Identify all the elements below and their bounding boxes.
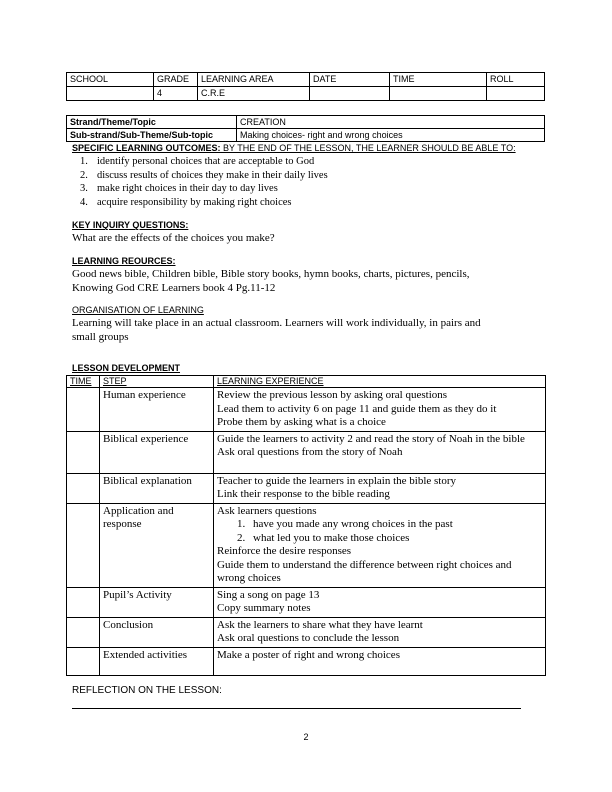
value-roll [487, 87, 545, 101]
list-item [80, 155, 540, 169]
list-item-text: make right choices in their day to day lives [97, 183, 278, 194]
list-item-text: identify personal choices that are acceptable to God [97, 156, 315, 167]
reflection-writing-line [72, 708, 521, 709]
column-header-experience [214, 376, 546, 388]
experience-line: Ask oral questions from the story of Noah [217, 446, 403, 458]
header-cell-time: TIME [390, 73, 487, 87]
experience-line: Make a poster of right and wrong choices [217, 648, 400, 661]
experience-line: Guide them to understand the difference between right choices and wrong choices [217, 558, 512, 584]
list-item-text: discuss results of choices they make in their daily lives [97, 169, 328, 181]
experience-line: Reinforce the desire responses [217, 545, 352, 557]
outcomes-heading [72, 143, 552, 154]
step-cell: Human experience [100, 388, 214, 432]
resources-section [72, 256, 552, 295]
outcomes-heading-rest: BY THE END OF THE LESSON, THE LEARNER SHOULD BE ABLE TO: [220, 143, 516, 153]
experience-line: Guide the learners to activity 2 and read the story of Noah in the bible [217, 432, 525, 445]
table-row [67, 473, 546, 503]
table-row [67, 617, 546, 647]
list-item-text: what led you to make those choices [253, 531, 410, 544]
lesson-heading: LESSON DEVELOPMENT [72, 363, 181, 373]
step-cell: Conclusion [100, 617, 214, 647]
time-cell [67, 617, 100, 647]
outcomes-list [80, 155, 540, 209]
step-cell: Application and response [100, 503, 214, 587]
resources-line-2: Knowing God CRE Learners book 4 Pg.11-12 [72, 282, 276, 294]
experience-line: Copy summary notes [217, 602, 311, 614]
column-header-time-label: TIME [70, 376, 92, 386]
experience-line: Probe them by asking what is a choice [217, 416, 386, 428]
page-number: 2 [303, 732, 309, 742]
value-grade: 4 [154, 87, 198, 101]
time-cell [67, 388, 100, 432]
column-header-step-label: STEP [103, 376, 127, 386]
inquiry-section [72, 220, 552, 245]
list-item [217, 518, 542, 532]
table-row [67, 431, 546, 473]
organisation-section [72, 305, 552, 344]
list-item-number: 1. [80, 156, 88, 167]
experience-line: Review the previous lesson by asking oral questions [217, 389, 448, 401]
column-header-step [100, 376, 214, 388]
time-cell [67, 647, 100, 675]
experience-line: Ask the learners to share what they have learnt [217, 618, 423, 631]
table-row [67, 647, 546, 675]
experience-line: Ask learners questions [217, 504, 317, 517]
header-values-row [67, 87, 545, 101]
substrand-row [67, 129, 545, 142]
list-item-number: 3. [80, 183, 88, 194]
organisation-line-1: Learning will take place in an actual classroom. Learners will work individually, in pairs and [72, 317, 481, 329]
substrand-label: Sub-strand/Sub-Theme/Sub-topic [67, 129, 237, 142]
header-cell-learning-area: LEARNING AREA [198, 73, 310, 87]
header-cell-date: DATE [310, 73, 390, 87]
organisation-line-2: small groups [72, 331, 129, 343]
lesson-header-row [67, 376, 546, 388]
outcomes-heading-label: SPECIFIC LEARNING OUTCOMES: [72, 143, 221, 153]
table-row [67, 587, 546, 617]
list-item-number: 1. [237, 518, 246, 530]
list-item-number: 2. [80, 169, 88, 181]
header-cell-roll: ROLL [487, 73, 545, 87]
list-item [217, 532, 542, 546]
list-item-number: 4. [80, 196, 88, 208]
resources-line-1: Good news bible, Children bible, Bible story books, hymn books, charts, pictures, pencils, [72, 268, 470, 280]
time-cell [67, 473, 100, 503]
header-cell-school: SCHOOL [67, 73, 154, 87]
table-row [67, 503, 546, 587]
step-cell: Pupil’s Activity [100, 587, 214, 617]
list-item-text: have you made any wrong choices in the past [253, 518, 453, 530]
step-cell: Biblical experience [100, 431, 214, 473]
header-table [66, 72, 545, 101]
resources-heading: LEARNING REOURCES: [72, 256, 176, 266]
list-item-text: acquire responsibility by making right choices [97, 196, 292, 208]
list-item-number: 2. [237, 531, 246, 544]
experience-cell [214, 473, 546, 503]
list-item [80, 182, 540, 196]
lesson-table [66, 375, 546, 676]
time-cell [67, 587, 100, 617]
experience-cell [214, 388, 546, 432]
table-row [67, 388, 546, 432]
experience-line: Link their response to the bible reading [217, 488, 390, 500]
strand-label: Strand/Theme/Topic [67, 116, 237, 129]
experience-line: Lead them to activity 6 on page 11 and guide them as they do it [217, 402, 497, 415]
experience-cell [214, 587, 546, 617]
column-header-experience-label: LEARNING EXPERIENCE [217, 376, 324, 386]
header-cell-grade: GRADE [154, 73, 198, 87]
experience-line: Ask oral questions to conclude the lesson [217, 632, 400, 644]
strand-table [66, 115, 545, 142]
strand-value: CREATION [237, 116, 545, 129]
substrand-value: Making choices- right and wrong choices [237, 129, 545, 142]
list-item [80, 196, 540, 210]
column-header-time [67, 376, 100, 388]
value-school [67, 87, 154, 101]
experience-cell [214, 431, 546, 473]
reflection-label: REFLECTION ON THE LESSON: [72, 685, 222, 696]
experience-cell [214, 617, 546, 647]
value-learning-area: C.R.E [198, 87, 310, 101]
time-cell [67, 503, 100, 587]
inquiry-text: What are the effects of the choices you make? [72, 232, 275, 244]
experience-line: Sing a song on page 13 [217, 588, 320, 601]
value-date [310, 87, 390, 101]
inquiry-heading: KEY INQUIRY QUESTIONS: [72, 220, 189, 230]
strand-row [67, 116, 545, 129]
organisation-heading: ORGANISATION OF LEARNING [72, 305, 204, 315]
time-cell [67, 431, 100, 473]
experience-cell [214, 647, 546, 675]
header-row [67, 73, 545, 87]
experience-cell [214, 503, 546, 587]
step-cell: Extended activities [100, 647, 214, 675]
list-item [80, 169, 540, 183]
step-cell: Biblical explanation [100, 473, 214, 503]
value-time [390, 87, 487, 101]
experience-line: Teacher to guide the learners in explain the bible story [217, 474, 457, 487]
